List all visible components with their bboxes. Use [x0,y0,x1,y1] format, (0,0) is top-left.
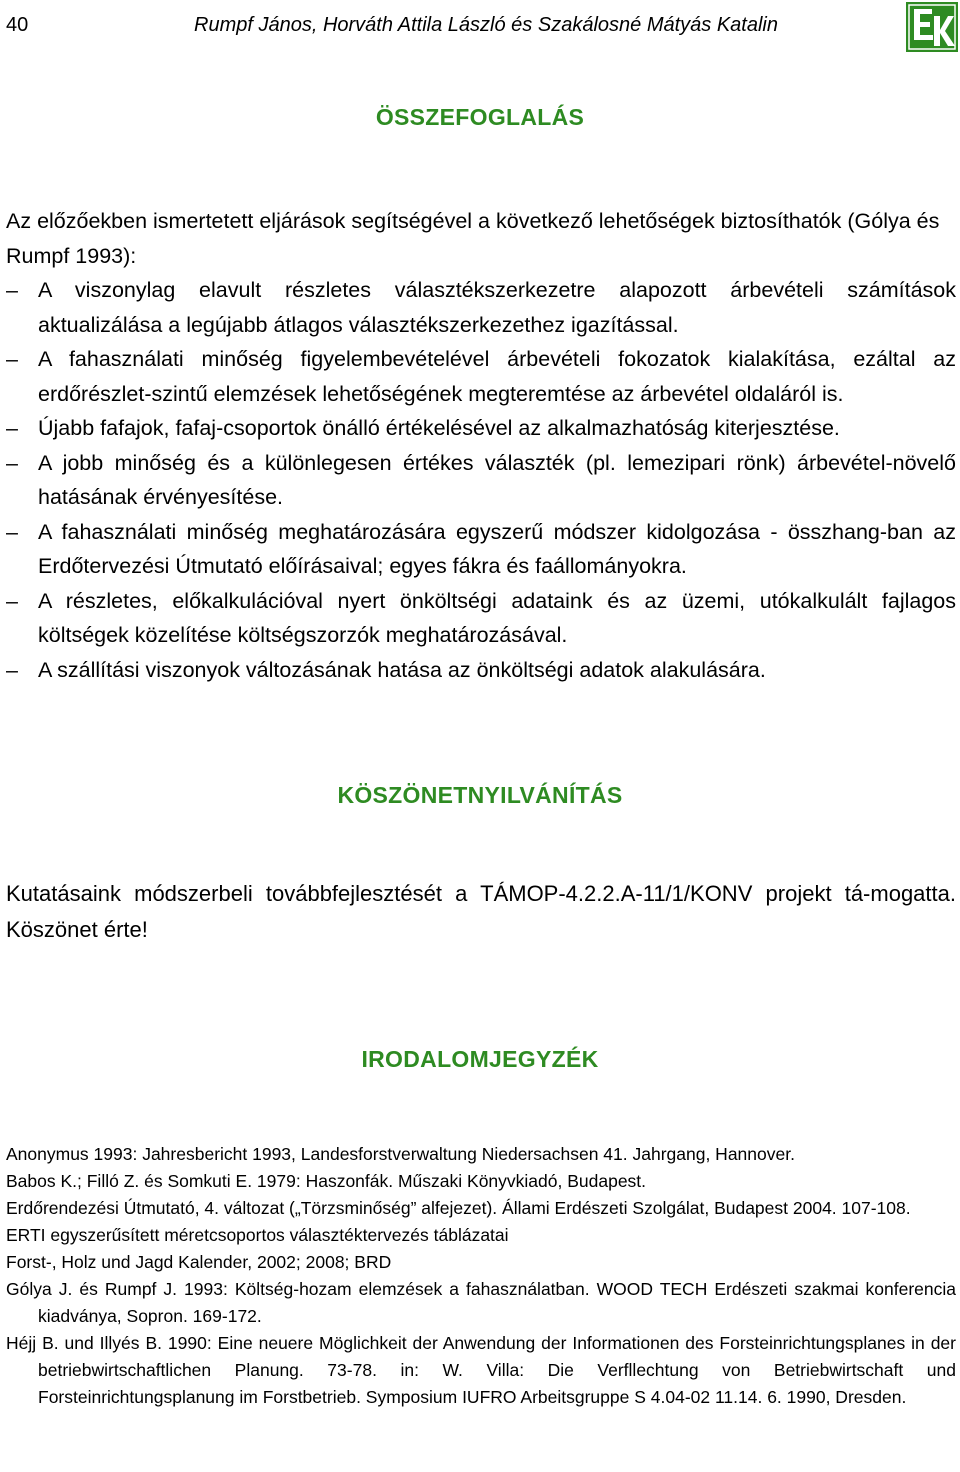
dash-bullet: – [6,347,18,371]
references-list [6,1141,956,1411]
list-item [6,515,956,584]
summary-section [6,204,956,687]
reference-entry: Forst-, Holz und Jagd Kalender, 2002; 2008; BRD [6,1252,392,1272]
reference-entry: Héjj B. und Illyés B. 1990: Eine neuere Möglichkeit der Anwendung der Informationen des Forsteinrichtungsplanes in der betriebwirtschaftlichen Planung. 73-78. in: W. Villa: Die Verfllechtung von Betriebwirtschaft und Forsteinrichtungsplanung im Forstbetrieb. Symposium IUFRO Arbeitsgruppe S 4.04-02 11.14. 6. 1990, Dresden. [6,1333,956,1407]
reference-entry: Babos K.; Filló Z. és Somkuti E. 1979: Haszonfák. Műszaki Könyvkiadó, Budapest. [6,1171,647,1191]
reference-entry: Gólya J. és Rumpf J. 1993: Költség-hozam elemzések a fahasználatban. WOOD TECH Erdészeti szakmai konferencia kiadványa, Sopron. 169-172. [6,1279,956,1326]
references-heading: IRODALOMJEGYZÉK [361,1046,599,1072]
reference-entry: Anonymus 1993: Jahresbericht 1993, Landesforstverwaltung Niedersachsen 41. Jahrgang, Hannover. [6,1144,795,1164]
summary-intro: Az előzőekben ismertetett eljárások segítségével a következő lehetőségek biztosíthatók (Gólya és Rumpf 1993): [6,209,940,268]
reference-entry: ERTI egyszerűsített méretcsoportos választéktervezés táblázatai [6,1225,509,1245]
dash-bullet: – [6,416,18,440]
acknowledgement-text: Kutatásaink módszerbeli továbbfejlesztését a TÁMOP-4.2.2.A-11/1/KONV projekt tá-mogatta. Köszönet érte! [6,881,956,942]
dash-bullet: – [6,657,18,682]
list-item-text: A szállítási viszonyok változásának hatása az önköltségi adatok alakulására. [38,657,766,682]
running-header-authors: Rumpf János, Horváth Attila László és Szakálosné Mátyás Katalin [194,14,778,36]
page-number: 40 [6,14,29,36]
summary-heading: ÖSSZEFOGLALÁS [375,104,585,130]
journal-logo [906,2,958,52]
summary-list [6,273,956,687]
list-item [6,584,956,653]
list-item-text: A részletes, előkalkulációval nyert önköltségi adataink és az üzemi, utókalkulált fajlagos költségek közelítése költségszorzók meghatározásával. [38,588,956,647]
list-item-text: A fahasználati minőség meghatározására egyszerű módszer kidolgozása - összhang-ban az Erdőtervezési Útmutató előírásaival; egyes fákra és faállományokra. [38,519,956,578]
list-item-text: Újabb fafajok, fafaj-csoportok önálló értékelésével az alkalmazhatóság kiterjesztése. [38,416,840,440]
dash-bullet: – [6,588,18,613]
dash-bullet: – [6,278,18,302]
list-item-text: A viszonylag elavult részletes választékszerkezetre alapozott árbevételi számítások aktualizálása a legújabb átlagos választékszerkezethez igazítással. [38,278,956,337]
list-item [6,446,956,515]
list-item [6,653,956,688]
reference-entry: Erdőrendezési Útmutató, 4. változat („Törzsminőség” alfejezet). Állami Erdészeti Szolgálat, Budapest 2004. 107-108. [6,1198,911,1218]
list-item [6,411,956,446]
list-item [6,273,956,342]
list-item-text: A jobb minőség és a különlegesen értékes választék (pl. lemezipari rönk) árbevétel-növelő hatásának érvényesítése. [38,450,956,509]
dash-bullet: – [6,450,18,475]
list-item [6,342,956,411]
list-item-text: A fahasználati minőség figyelembevételével árbevételi fokozatok kialakítása, ezáltal az erdőrészlet-szintű elemzések lehetőségének megteremtése az árbevétel oldaláról is. [38,347,956,406]
acknowledgement-heading: KÖSZÖNETNYILVÁNÍTÁS [337,782,623,808]
dash-bullet: – [6,519,18,544]
